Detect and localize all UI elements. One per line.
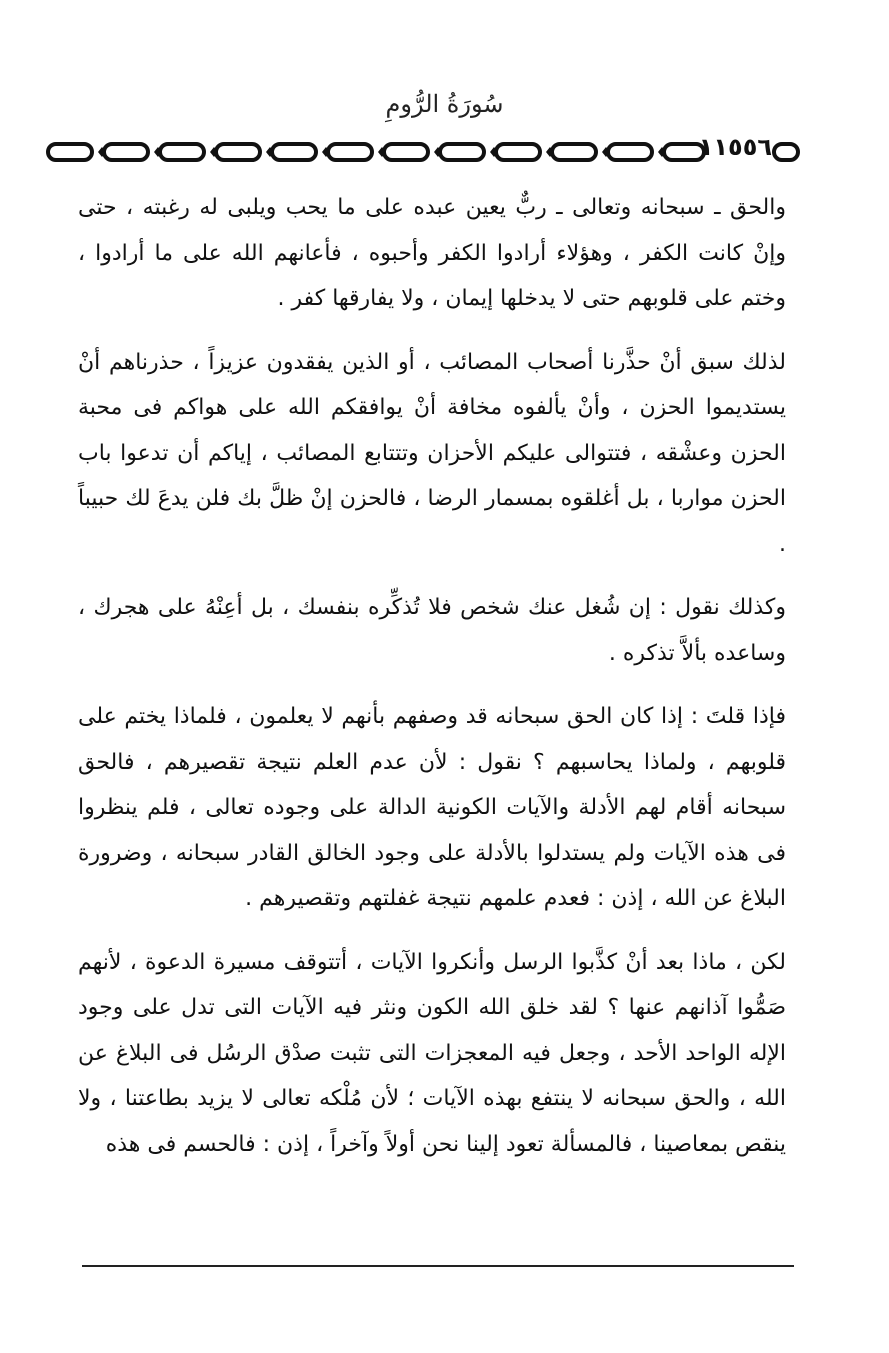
page-number: ١١٥٥٦ xyxy=(698,133,772,161)
chain-border-ornament xyxy=(40,138,800,166)
paragraph: وكذلك نقول : إن شُغل عنك شخص فلا تُذكِّره بنفسك ، بل أعِنْهُ على هجرك ، وساعده بألاَّ تذكره . xyxy=(78,595,786,666)
paragraph: لكن ، ماذا بعد أنْ كذَّبوا الرسل وأنكروا الآيات ، أتتوقف مسيرة الدعوة ، لأنهم صَمُّوا آذانهم عنها ؟ لقد خلق الله الكون ونثر فيه الآيات التى تدل على وجود الإله الواحد الأحد ، وجعل فيه المعجزات التى تثبت صدْق الرسُل فى البلاغ عن الله ، والحق سبحانه لا ينتفع بهذه الآيات ؛ لأن مُلْكه تعالى لا يزيد بطاعتنا ، ولا ينقص بمعاصينا ، فالمسألة تعود إلينا نحن أولاً وآخراً ، إذن : فالحسم فى هذه xyxy=(78,949,786,1157)
paragraph: والحق ـ سبحانه وتعالى ـ ربٌّ يعين عبده على ما يحب ويلبى له رغبته ، حتى وإنْ كانت الكفر ، وهؤلاء أرادوا الكفر وأحبوه ، فأعانهم الله على ما أرادوا ، وختم على قلوبهم حتى لا يدخلها إيمان ، ولا يفارقها كفر . xyxy=(78,195,786,311)
surah-title: سُورَةُ الرُّومِ xyxy=(385,90,504,118)
page-body xyxy=(78,185,786,1185)
paragraph: لذلك سبق أنْ حذَّرنا أصحاب المصائب ، أو الذين يفقدون عزيزاً ، حذرناهم أنْ يستديموا الحزن ، وأنْ يألفوه مخافة أنْ يوافقكم الله على هواكم فى محبة الحزن وعشْقه ، فتتوالى عليكم الأحزان وتتتابع المصائب ، إياكم أن تدعوا باب الحزن مواربا ، بل أغلقوه بمسمار الرضا ، فالحزن إنْ ظلَّ بك فلن يدعَ لك حبيباً . xyxy=(78,349,786,557)
paragraph: فإذا قلتَ : إذا كان الحق سبحانه قد وصفهم بأنهم لا يعلمون ، فلماذا يختم على قلوبهم ، ولماذا يحاسبهم ؟ نقول : لأن عدم العلم نتيجة تقصيرهم ، فالحق سبحانه أقام لهم الأدلة والآيات الكونية الدالة على وجوده تعالى ، فلم ينظروا فى هذه الآيات ولم يستدلوا بالأدلة على وجود الخالق القادر سبحانه ، وضرورة البلاغ عن الله ، إذن : فعدم علمهم نتيجة غفلتهم وتقصيرهم . xyxy=(78,704,786,911)
footer-divider xyxy=(82,1265,794,1267)
decorative-border xyxy=(40,138,800,166)
